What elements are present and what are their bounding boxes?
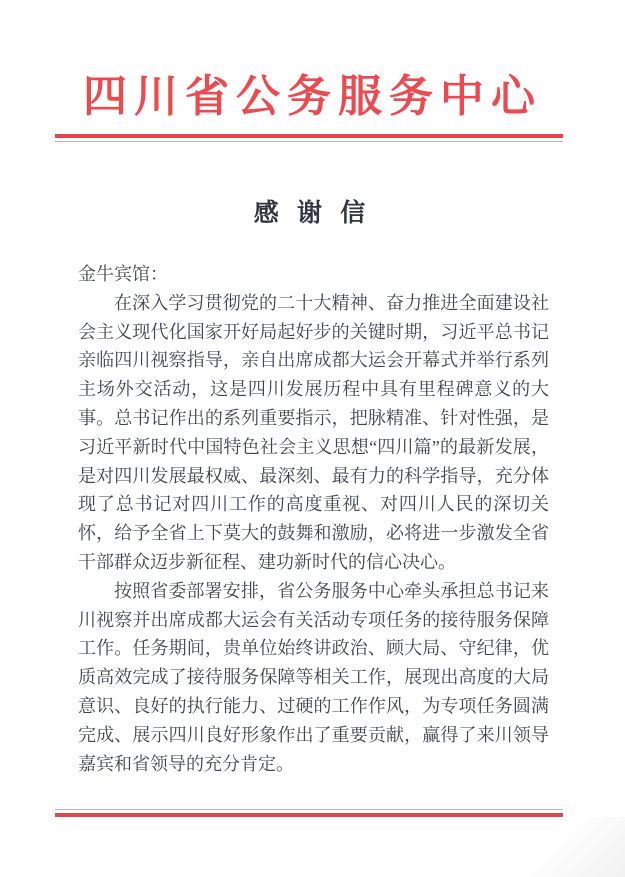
letter-body <box>78 260 549 778</box>
rule-thin-line <box>55 809 563 810</box>
paragraph-2: 按照省委部署安排，省公务服务中心牵头承担总书记来川视察并出席成都大运会有关活动专项任务的接待服务保障工作。任务期间，贵单位始终讲政治、顾大局、守纪律，优质高效完成了接待服务保障等相关工作，展现出高度的大局意识、良好的执行能力、过硬的工作作风，为专项任务圆满完成、展示四川良好形象作出了重要贡献，赢得了来川领导嘉宾和省领导的充分肯定。 <box>78 580 549 774</box>
footer-double-rule <box>55 809 563 817</box>
letter-title: 感 谢 信 <box>253 200 372 227</box>
rule-thick-line <box>55 813 563 817</box>
salutation: 金牛宾馆： <box>78 264 168 284</box>
rule-thin-line <box>55 141 563 142</box>
letterhead-double-rule <box>55 134 563 142</box>
rule-thick-line <box>55 134 563 138</box>
letterhead-title: 四川省公务服务中心 <box>83 72 542 121</box>
paragraph-1: 在深入学习贯彻党的二十大精神、奋力推进全面建设社会主义现代化国家开好局起好步的关键时期，习近平总书记亲临四川视察指导，亲自出席成都大运会开幕式并举行系列主场外交活动，这是四川发展历程中具有里程碑意义的大事。总书记作出的系列重要指示，把脉精准、针对性强，是习近平新时代中国特色社会主义思想“四川篇”的最新发展，是对四川发展最权威、最深刻、最有力的科学指导，充分体现了总书记对四川工作的高度重视、对四川人民的深切关怀，给予全省上下莫大的鼓舞和激励，必将进一步激发全省干部群众迈步新征程、建功新时代的信心决心。 <box>78 292 549 572</box>
